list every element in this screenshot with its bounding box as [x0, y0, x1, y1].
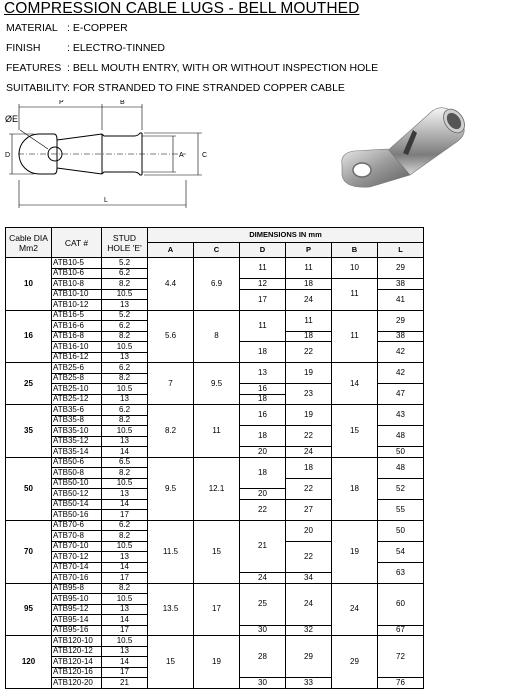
dimensions-table: [5, 227, 424, 689]
cell-stud: 14: [102, 657, 148, 668]
table-body: [6, 228, 424, 689]
header-c: C: [194, 243, 240, 258]
spec-value: : E-COPPER: [67, 22, 128, 34]
cell-p: 24: [286, 289, 332, 310]
cell-stud: 8.2: [102, 468, 148, 479]
cell-cat: ATB50-14: [52, 499, 102, 510]
cell-l: 72: [378, 636, 424, 678]
cell-b: 24: [332, 583, 378, 636]
cell-b: 19: [332, 520, 378, 583]
cell-l: 38: [378, 279, 424, 290]
cell-p: 11: [286, 310, 332, 331]
cell-a: 11.5: [148, 520, 194, 583]
page-title: COMPRESSION CABLE LUGS - BELL MOUTHED: [4, 0, 360, 17]
cell-stud: 13: [102, 300, 148, 311]
cell-d: 16: [240, 405, 286, 426]
cell-cat: ATB70-14: [52, 562, 102, 573]
cell-p: 33: [286, 678, 332, 689]
label-l: L: [104, 197, 108, 204]
cell-cat: ATB70-8: [52, 531, 102, 542]
cell-stud: 10.5: [102, 426, 148, 437]
cell-cat: ATB120-10: [52, 636, 102, 647]
cell-cat: ATB95-8: [52, 583, 102, 594]
cell-a: 9.5: [148, 457, 194, 520]
cell-p: 32: [286, 625, 332, 636]
cell-stud: 10.5: [102, 636, 148, 647]
cell-cat: ATB50-6: [52, 457, 102, 468]
cell-p: 20: [286, 520, 332, 541]
cell-cat: ATB35-14: [52, 447, 102, 458]
cell-stud: 17: [102, 573, 148, 584]
cell-d: 16: [240, 384, 286, 395]
cell-d: 24: [240, 573, 286, 584]
cell-cat: ATB16-8: [52, 331, 102, 342]
cell-c: 6.9: [194, 258, 240, 311]
cell-stud: 8.2: [102, 531, 148, 542]
cell-stud: 10.5: [102, 289, 148, 300]
cell-stud: 13: [102, 489, 148, 500]
dimension-lines: [9, 104, 202, 208]
cell-stud: 17: [102, 510, 148, 521]
cell-p: 19: [286, 405, 332, 426]
cell-cable: 35: [6, 405, 52, 458]
cell-cat: ATB95-10: [52, 594, 102, 605]
spec-features: [6, 62, 378, 74]
spec-value: : FOR STRANDED TO FINE STRANDED COPPER CABLE: [67, 82, 345, 94]
label-b: B: [120, 100, 125, 106]
cell-c: 15: [194, 520, 240, 583]
cell-d: 18: [240, 426, 286, 447]
cell-cat: ATB120-16: [52, 667, 102, 678]
cell-d: 21: [240, 520, 286, 573]
cell-c: 17: [194, 583, 240, 636]
spec-label: SUITABILITY: [6, 82, 69, 94]
cell-cat: ATB10-12: [52, 300, 102, 311]
table-row: [6, 583, 424, 594]
cell-c: 9.5: [194, 363, 240, 405]
cell-cat: ATB95-14: [52, 615, 102, 626]
cell-p: 29: [286, 636, 332, 678]
cell-cat: ATB35-12: [52, 436, 102, 447]
cell-stud: 13: [102, 604, 148, 615]
cell-cat: ATB16-12: [52, 352, 102, 363]
cell-l: 55: [378, 499, 424, 520]
cell-p: 18: [286, 279, 332, 290]
cell-d: 30: [240, 625, 286, 636]
cell-d: 13: [240, 363, 286, 384]
header-d: D: [240, 243, 286, 258]
cell-b: 15: [332, 405, 378, 458]
cell-l: 48: [378, 426, 424, 447]
cell-cat: ATB95-16: [52, 625, 102, 636]
cell-d: 12: [240, 279, 286, 290]
cell-stud: 8.2: [102, 583, 148, 594]
cell-stud: 17: [102, 625, 148, 636]
spec-finish: [6, 42, 165, 54]
table-row: [6, 520, 424, 531]
cell-cat: ATB95-12: [52, 604, 102, 615]
cell-b: 11: [332, 279, 378, 311]
header-a: A: [148, 243, 194, 258]
cell-p: 19: [286, 363, 332, 384]
cell-l: 38: [378, 331, 424, 342]
cell-b: 14: [332, 363, 378, 405]
cell-l: 48: [378, 457, 424, 478]
label-e: ØE: [5, 114, 19, 124]
cell-p: 22: [286, 426, 332, 447]
cell-d: 18: [240, 342, 286, 363]
cell-l: 43: [378, 405, 424, 426]
cell-c: 19: [194, 636, 240, 689]
cell-c: 12.1: [194, 457, 240, 520]
cell-cat: ATB70-16: [52, 573, 102, 584]
cell-stud: 13: [102, 646, 148, 657]
spec-material: [6, 22, 128, 34]
cell-stud: 6.5: [102, 457, 148, 468]
cell-l: 42: [378, 342, 424, 363]
cell-d: 20: [240, 447, 286, 458]
cell-stud: 8.2: [102, 331, 148, 342]
cell-l: 42: [378, 363, 424, 384]
cell-a: 4.4: [148, 258, 194, 311]
cell-stud: 6.2: [102, 321, 148, 332]
cell-cat: ATB70-10: [52, 541, 102, 552]
cell-l: 50: [378, 520, 424, 541]
spec-value: : ELECTRO-TINNED: [67, 42, 166, 54]
cell-d: 25: [240, 583, 286, 625]
cell-cat: ATB16-6: [52, 321, 102, 332]
cell-p: 24: [286, 583, 332, 625]
header-l: L: [378, 243, 424, 258]
cell-l: 41: [378, 289, 424, 310]
cell-cat: ATB25-8: [52, 373, 102, 384]
cell-cat: ATB25-10: [52, 384, 102, 395]
cell-b: 10: [332, 258, 378, 279]
spec-label: MATERIAL: [6, 22, 58, 34]
cell-stud: 6.2: [102, 405, 148, 416]
header-stud-hole: STUD HOLE 'E': [102, 228, 148, 258]
cell-p: 22: [286, 541, 332, 573]
header-dimensions: DIMENSIONS IN mm: [148, 228, 424, 243]
cell-l: 29: [378, 310, 424, 331]
cell-cat: ATB16-5: [52, 310, 102, 321]
cell-stud: 8.2: [102, 415, 148, 426]
cell-cat: ATB50-10: [52, 478, 102, 489]
cell-stud: 21: [102, 678, 148, 689]
cell-stud: 5.2: [102, 258, 148, 269]
cell-cat: ATB120-20: [52, 678, 102, 689]
cell-p: 11: [286, 258, 332, 279]
table-row: [6, 258, 424, 269]
cell-b: 11: [332, 310, 378, 363]
cell-stud: 13: [102, 436, 148, 447]
cell-cat: ATB50-8: [52, 468, 102, 479]
cell-cat: ATB10-8: [52, 279, 102, 290]
cell-l: 50: [378, 447, 424, 458]
spec-value: : BELL MOUTH ENTRY, WITH OR WITHOUT INSPECTION HOLE: [67, 62, 379, 74]
cell-c: 11: [194, 405, 240, 458]
cell-p: 18: [286, 331, 332, 342]
cell-d: 22: [240, 499, 286, 520]
cell-l: 63: [378, 562, 424, 583]
cell-cat: ATB10-5: [52, 258, 102, 269]
label-c: C: [202, 152, 208, 159]
cell-stud: 10.5: [102, 594, 148, 605]
cell-b: 29: [332, 636, 378, 689]
cell-d: 28: [240, 636, 286, 678]
cell-stud: 14: [102, 499, 148, 510]
spec-label: FEATURES: [6, 62, 62, 74]
cell-d: 18: [240, 394, 286, 405]
cell-cable: 25: [6, 363, 52, 405]
cell-p: 22: [286, 342, 332, 363]
cell-stud: 10.5: [102, 478, 148, 489]
header-p: P: [286, 243, 332, 258]
cell-stud: 14: [102, 615, 148, 626]
cell-stud: 14: [102, 447, 148, 458]
cell-d: 17: [240, 289, 286, 310]
cell-a: 15: [148, 636, 194, 689]
label-a: A: [179, 152, 184, 159]
spec-suitability: [6, 82, 345, 94]
cell-d: 30: [240, 678, 286, 689]
cell-stud: 13: [102, 552, 148, 563]
cell-cat: ATB10-10: [52, 289, 102, 300]
cell-cat: ATB35-8: [52, 415, 102, 426]
cell-p: 23: [286, 384, 332, 405]
label-p: P: [59, 100, 64, 106]
cell-cable: 10: [6, 258, 52, 311]
cell-cat: ATB50-12: [52, 489, 102, 500]
cell-d: 11: [240, 258, 286, 279]
lug-product-photo: [330, 95, 480, 195]
cell-cable: 70: [6, 520, 52, 583]
cell-cat: ATB35-6: [52, 405, 102, 416]
header-cable-dia: Cable DIA Mm2: [6, 228, 52, 258]
table-row: [6, 636, 424, 647]
cell-cat: ATB10-6: [52, 268, 102, 279]
cell-a: 5.6: [148, 310, 194, 363]
cell-a: 13.5: [148, 583, 194, 636]
cell-cable: 50: [6, 457, 52, 520]
cell-stud: 6.2: [102, 520, 148, 531]
spec-label: FINISH: [6, 42, 41, 54]
cell-b: 18: [332, 457, 378, 520]
cell-d: 20: [240, 489, 286, 500]
cell-stud: 10.5: [102, 342, 148, 353]
cell-stud: 8.2: [102, 279, 148, 290]
cell-cat: ATB50-16: [52, 510, 102, 521]
cell-c: 8: [194, 310, 240, 363]
table-row: [6, 405, 424, 416]
table-row: [6, 363, 424, 374]
cell-stud: 13: [102, 352, 148, 363]
cell-stud: 17: [102, 667, 148, 678]
cell-l: 52: [378, 478, 424, 499]
cell-p: 22: [286, 478, 332, 499]
cell-stud: 6.2: [102, 268, 148, 279]
cell-stud: 5.2: [102, 310, 148, 321]
cell-p: 34: [286, 573, 332, 584]
cell-stud: 14: [102, 562, 148, 573]
cell-l: 29: [378, 258, 424, 279]
cell-l: 47: [378, 384, 424, 405]
header-row-1: [6, 228, 424, 243]
label-d: D: [5, 152, 11, 159]
table-row: [6, 310, 424, 321]
cell-cat: ATB25-6: [52, 363, 102, 374]
cell-p: 24: [286, 447, 332, 458]
cell-p: 18: [286, 457, 332, 478]
cell-cable: 120: [6, 636, 52, 689]
cell-stud: 13: [102, 394, 148, 405]
lug-technical-drawing: [4, 100, 219, 212]
cell-cat: ATB25-12: [52, 394, 102, 405]
cell-stud: 10.5: [102, 384, 148, 395]
cell-l: 60: [378, 583, 424, 625]
header-b: B: [332, 243, 378, 258]
cell-stud: 10.5: [102, 541, 148, 552]
cell-cat: ATB70-12: [52, 552, 102, 563]
cell-cat: ATB35-10: [52, 426, 102, 437]
cell-cat: ATB70-6: [52, 520, 102, 531]
cell-a: 7: [148, 363, 194, 405]
cell-l: 54: [378, 541, 424, 562]
cell-p: 27: [286, 499, 332, 520]
table-row: [6, 457, 424, 468]
cell-a: 8.2: [148, 405, 194, 458]
cell-cat: ATB120-12: [52, 646, 102, 657]
cell-cat: ATB16-10: [52, 342, 102, 353]
header-cat: CAT #: [52, 228, 102, 258]
cell-d: 18: [240, 457, 286, 489]
cell-l: 67: [378, 625, 424, 636]
cell-stud: 6.2: [102, 363, 148, 374]
cell-cable: 95: [6, 583, 52, 636]
cell-cat: ATB120-14: [52, 657, 102, 668]
cell-l: 76: [378, 678, 424, 689]
cell-stud: 8.2: [102, 373, 148, 384]
cell-d: 11: [240, 310, 286, 342]
cell-cable: 16: [6, 310, 52, 363]
